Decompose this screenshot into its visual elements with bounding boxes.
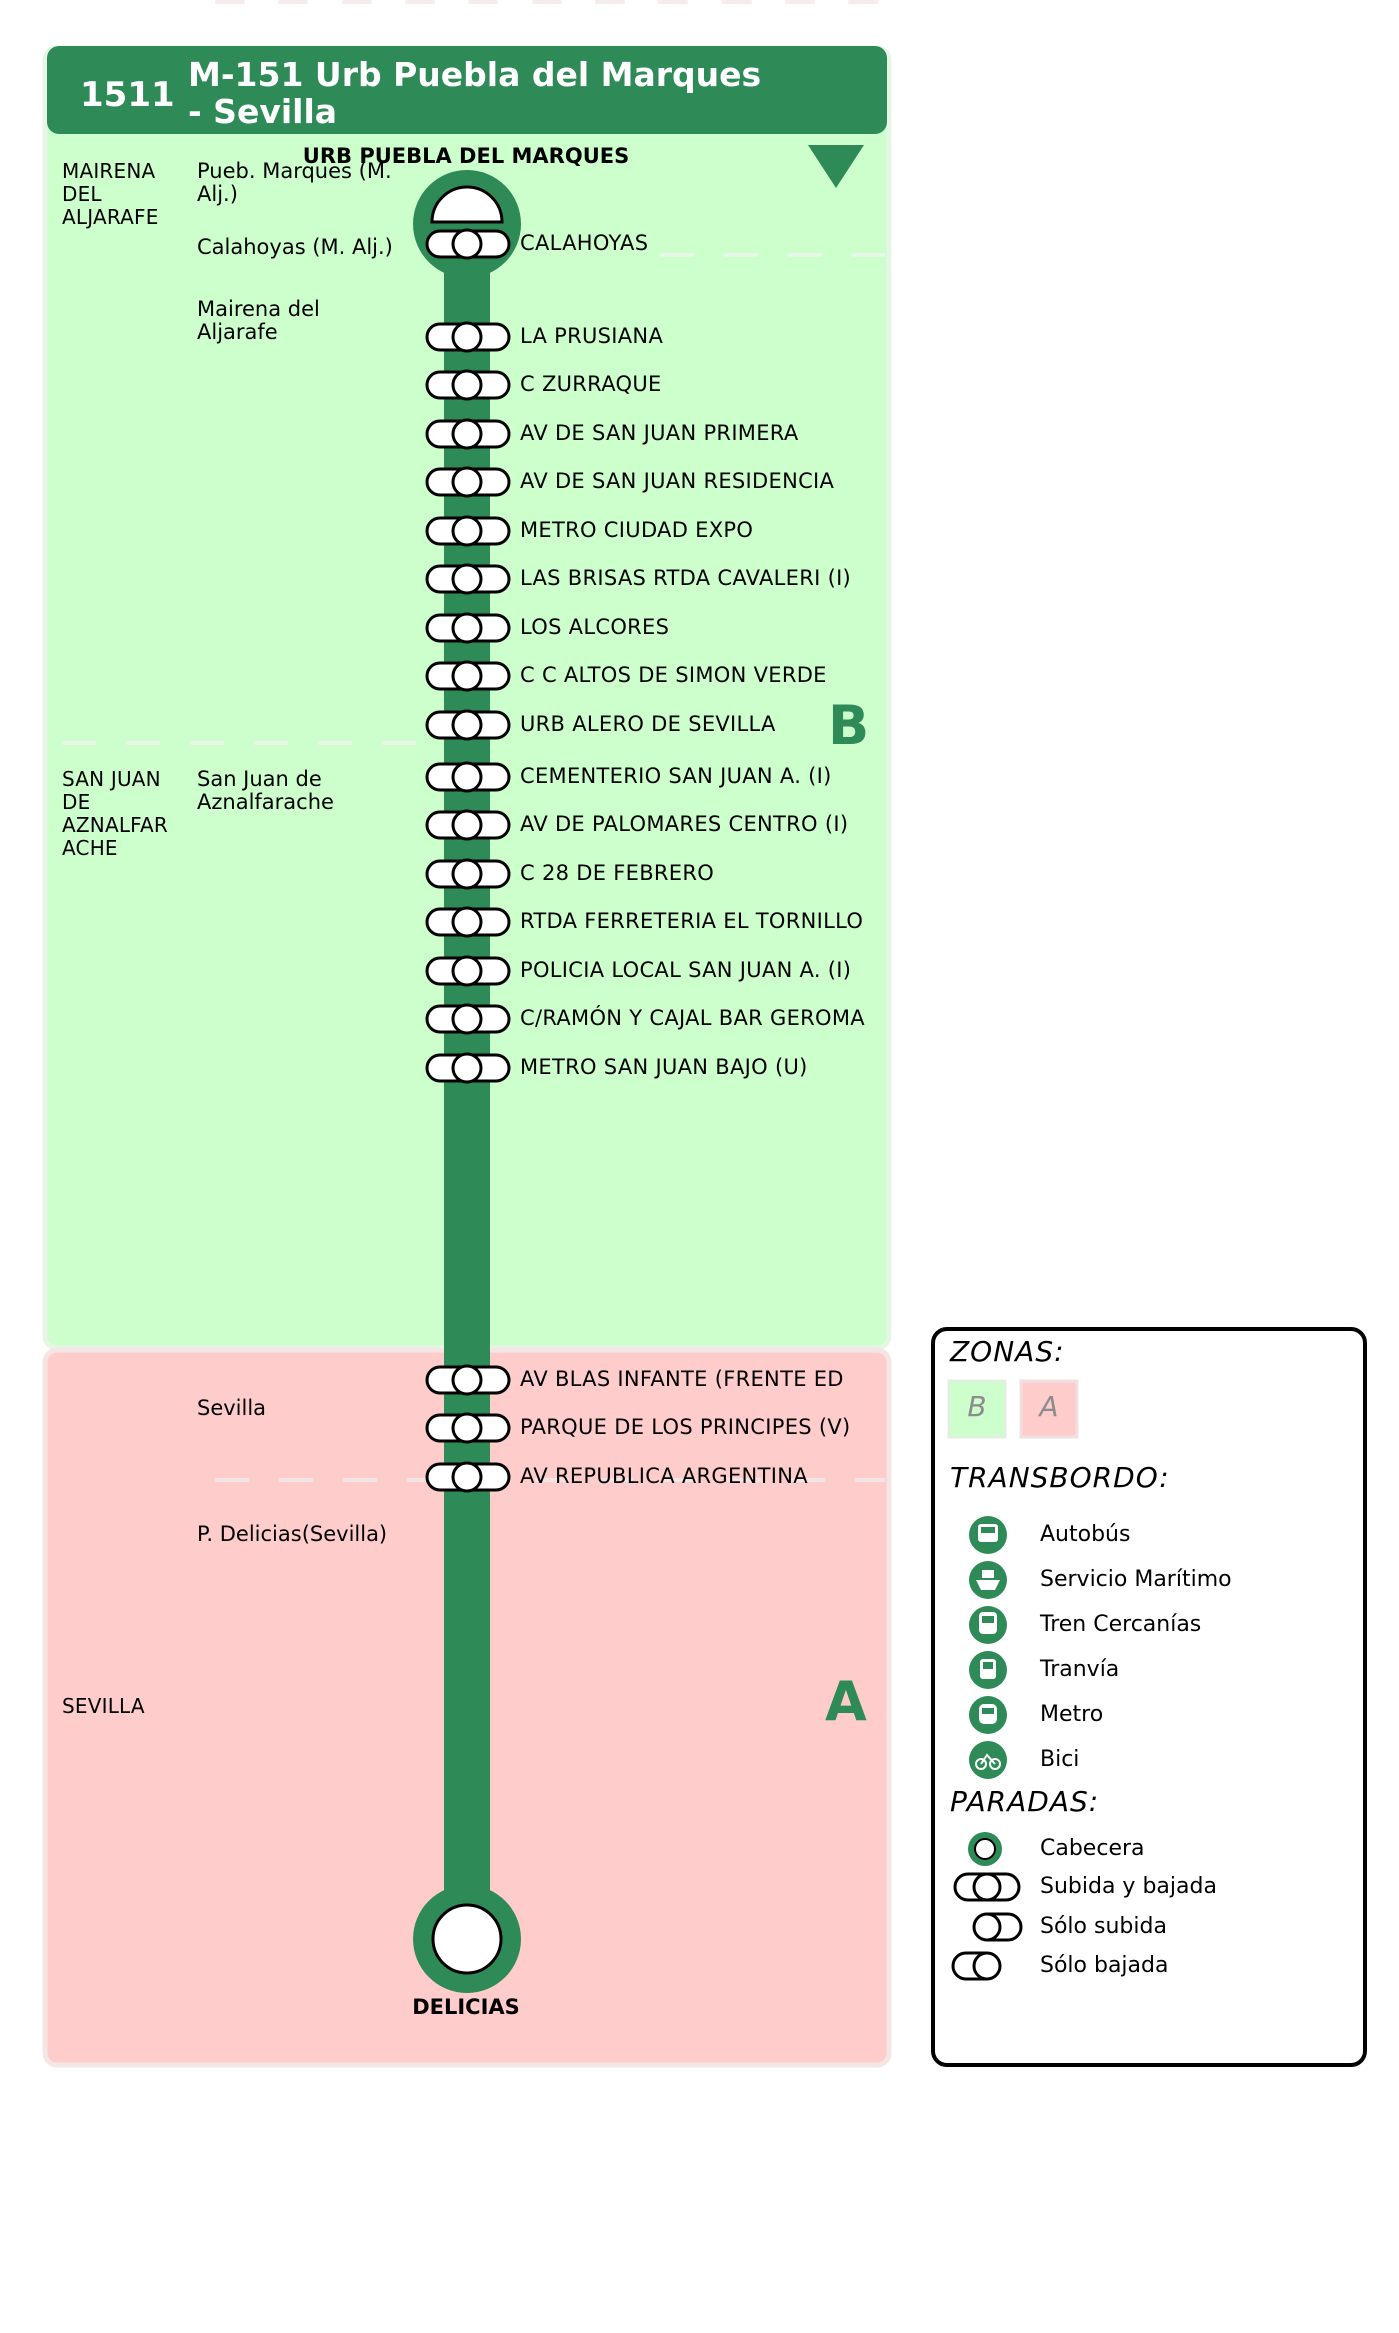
start-terminal-name: URB PUEBLA DEL MARQUES: [302, 144, 630, 168]
stop-name: C/RAMÓN Y CAJAL BAR GEROMA: [520, 1006, 865, 1030]
stop-name: AV DE PALOMARES CENTRO (I): [520, 812, 849, 836]
stop-name: CEMENTERIO SAN JUAN A. (I): [520, 764, 832, 788]
legend-transfer-label: Servicio Marítimo: [1040, 1567, 1232, 1592]
stop-marker: [427, 908, 509, 936]
stop-marker: [427, 1463, 509, 1491]
legend-stop-type-label: Subida y bajada: [1040, 1874, 1217, 1899]
stop-name: RTDA FERRETERIA EL TORNILLO: [520, 909, 864, 933]
stop-name: C ZURRAQUE: [520, 372, 662, 396]
municipality-name: SAN JUAN DE AZNALFAR ACHE: [62, 767, 169, 860]
legend-stop-type-label: Cabecera: [1040, 1836, 1145, 1861]
legend-zones-title: ZONAS:: [950, 1335, 1065, 1368]
start-terminal-marker: [413, 170, 521, 278]
legend-transfer-label: Bici: [1040, 1747, 1080, 1772]
stop-marker: [427, 420, 509, 448]
stop-name: POLICIA LOCAL SAN JUAN A. (I): [520, 958, 852, 982]
stop-marker: [427, 468, 509, 496]
locality-name: San Juan de Aznalfarache: [197, 767, 334, 814]
locality-name: Mairena del Aljarafe: [197, 297, 320, 344]
stop-marker: [427, 1005, 509, 1033]
stop-marker: [427, 763, 509, 791]
stop-name: LA PRUSIANA: [520, 324, 664, 348]
board-alight-stop-icon: [955, 1874, 1019, 1900]
stop-marker: [427, 1366, 509, 1394]
legend-stops-title: PARADAS:: [950, 1785, 1100, 1818]
stop-marker: [427, 1414, 509, 1442]
stop-name: METRO CIUDAD EXPO: [520, 518, 754, 542]
stop-marker: [427, 323, 509, 351]
stop-name: AV BLAS INFANTE (FRENTE ED: [520, 1367, 844, 1391]
bus-icon: [969, 1516, 1007, 1554]
route-code: 1511: [80, 75, 175, 115]
zone-a-letter: A: [825, 1670, 867, 1733]
stop-name: C C ALTOS DE SIMON VERDE: [520, 663, 827, 687]
stop-name: URB ALERO DE SEVILLA: [520, 712, 776, 736]
stop-marker: [427, 860, 509, 888]
metro-icon: [969, 1696, 1007, 1734]
legend-zone-b-label: B: [967, 1390, 987, 1423]
terminal-stop-icon: [968, 1832, 1002, 1866]
legend-transfer-label: Tranvía: [1040, 1657, 1120, 1682]
stop-marker: [427, 230, 509, 258]
legend-transfer-label: Tren Cercanías: [1040, 1612, 1202, 1637]
tram-icon: [969, 1651, 1007, 1689]
legend-transfer-title: TRANSBORDO:: [950, 1461, 1170, 1494]
stop-marker: [427, 1054, 509, 1082]
zone-b-letter: B: [828, 694, 870, 757]
alight-only-stop-icon: [953, 1953, 1000, 1979]
legend-transfer-label: Metro: [1040, 1702, 1104, 1727]
stop-name: AV REPUBLICA ARGENTINA: [520, 1464, 808, 1488]
stop-name: METRO SAN JUAN BAJO (U): [520, 1055, 808, 1079]
legend-stop-type-label: Sólo bajada: [1040, 1953, 1169, 1978]
stop-marker: [427, 371, 509, 399]
stop-name: AV DE SAN JUAN RESIDENCIA: [520, 469, 835, 493]
end-terminal-name: DELICIAS: [412, 1995, 520, 2019]
stop-name: AV DE SAN JUAN PRIMERA: [520, 421, 799, 445]
locality-name: Pueb. Marques (M. Alj.): [197, 159, 392, 206]
legend-zone-a-label: A: [1039, 1390, 1059, 1423]
municipality-name: SEVILLA: [62, 1694, 145, 1718]
top-decoration: [215, 0, 878, 4]
route-name-line-1: M-151 Urb Puebla del Marques: [188, 55, 762, 94]
stop-name: CALAHOYAS: [520, 231, 649, 255]
legend-stop-type-label: Sólo subida: [1040, 1914, 1167, 1939]
locality-name: Sevilla: [197, 1396, 267, 1420]
stop-marker: [427, 517, 509, 545]
stop-name: PARQUE DE LOS PRINCIPES (V): [520, 1415, 851, 1439]
stop-name: C 28 DE FEBRERO: [520, 861, 715, 885]
stop-name: LOS ALCORES: [520, 615, 670, 639]
boat-icon: [969, 1561, 1007, 1599]
stop-marker: [427, 811, 509, 839]
stop-marker: [427, 565, 509, 593]
stop-name: LAS BRISAS RTDA CAVALERI (I): [520, 566, 852, 590]
end-terminal-marker: [413, 1885, 521, 1993]
stop-marker: [427, 662, 509, 690]
train-icon: [969, 1606, 1007, 1644]
bike-icon: [969, 1741, 1007, 1779]
legend-transfer-label: Autobús: [1040, 1522, 1131, 1547]
route-name-line-2: - Sevilla: [188, 92, 338, 131]
locality-name: P. Delicias(Sevilla): [197, 1522, 388, 1546]
stop-marker: [427, 957, 509, 985]
stop-marker: [427, 614, 509, 642]
board-only-stop-icon: [974, 1914, 1021, 1940]
locality-name: Calahoyas (M. Alj.): [197, 235, 393, 259]
municipality-name: MAIRENA DEL ALJARAFE: [62, 159, 159, 229]
stop-marker: [427, 711, 509, 739]
